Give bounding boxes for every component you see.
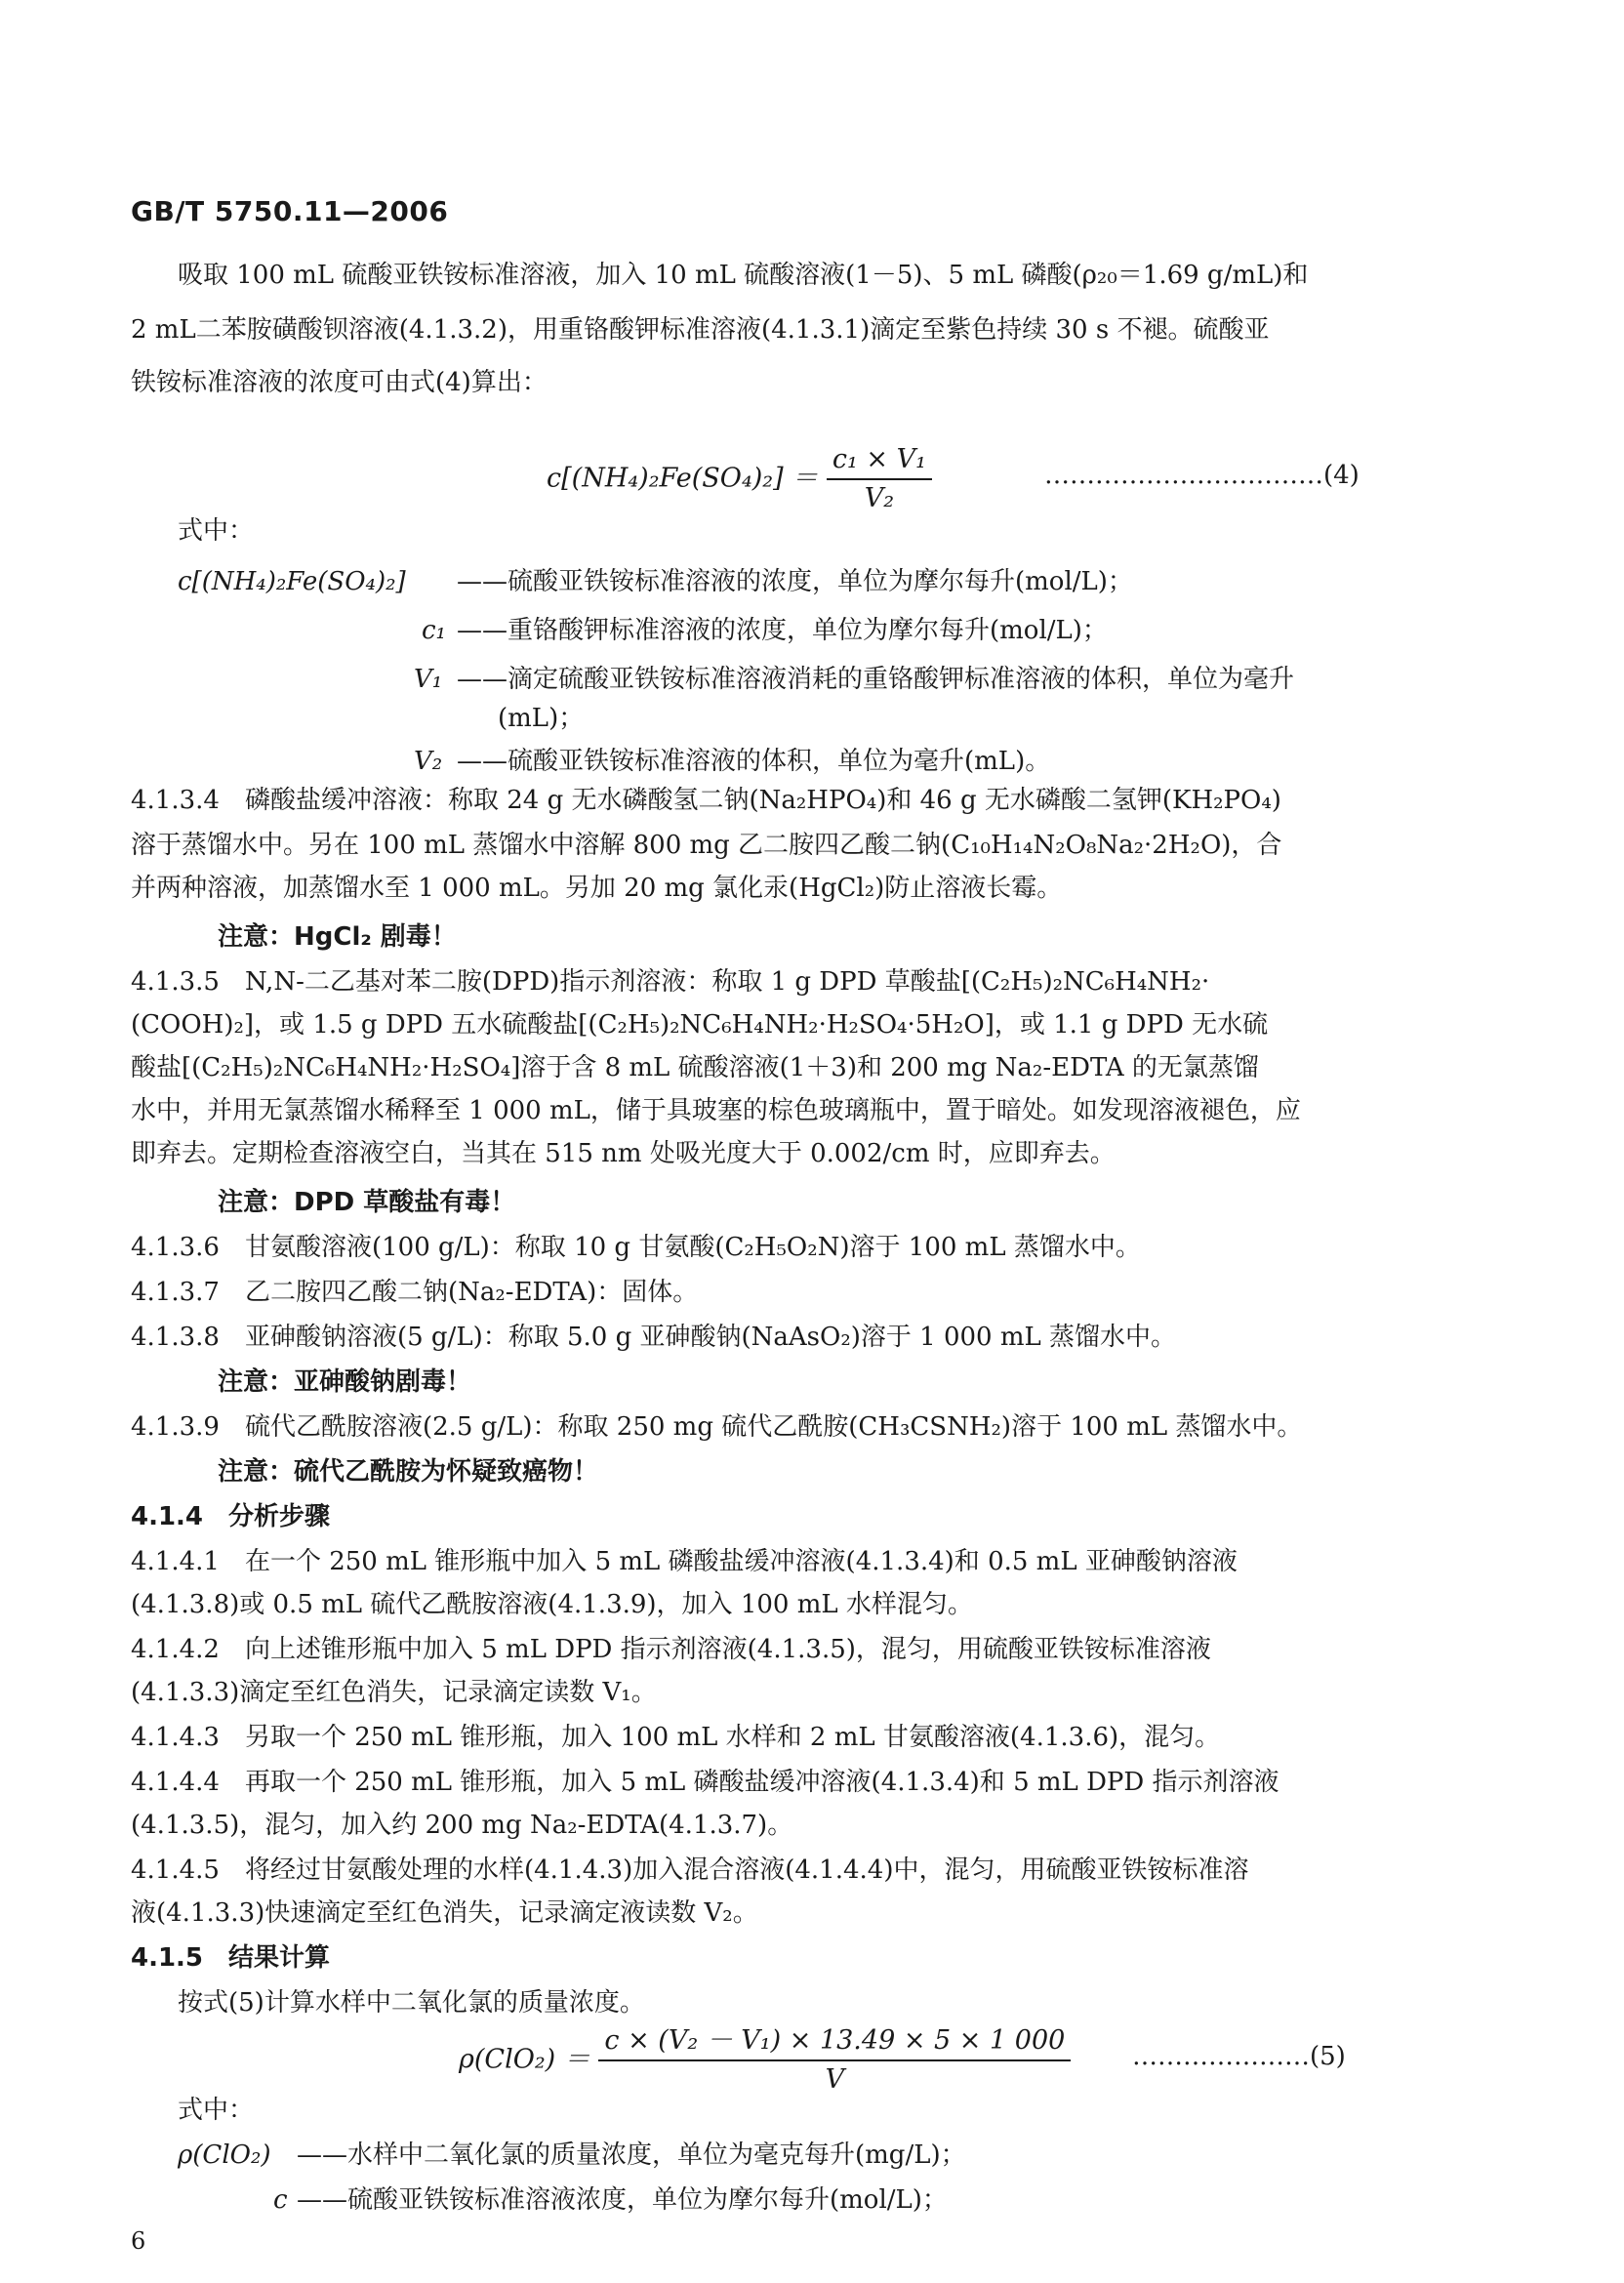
equation-number: ……………………………(4) [1044,461,1360,490]
clause-4-1-3-5: 4.1.3.5 N,N-二乙基对苯二胺(DPD)指示剂溶液：称取 1 g DPD 草酸盐[(C₂H₅)₂NC₆H₄NH₂· [131,967,1210,997]
formula-5 [459,2022,1071,2099]
def-desc: ——滴定硫酸亚铁铵标准溶液消耗的重铬酸钾标准溶液的体积，单位为毫升 [457,665,1295,694]
warning-note: 注意：硫代乙酰胺为怀疑致癌物！ [218,1457,599,1487]
def-term: c₁ [422,616,446,645]
formula-fraction [827,441,932,517]
section-heading-4-1-5: 4.1.5 结果计算 [131,1943,331,1973]
clause-4-1-3-6: 4.1.3.6 甘氨酸溶液(100 g/L)：称取 10 g 甘氨酸(C₂H₅O₂N)溶于 100 mL 蒸馏水中。 [131,1233,1141,1262]
clause-line: (COOH)₂]，或 1.5 g DPD 五水硫酸盐[(C₂H₅)₂NC₆H₄NH₂·H₂SO₄·5H₂O]，或 1.1 g DPD 无水硫 [131,1010,1269,1040]
formula-lhs: c[(NH₄)₂Fe(SO₄)₂] ＝ [547,463,819,494]
clause-line: 即弃去。定期检查溶液空白，当其在 515 nm 处吸光度大于 0.002/cm 时，应即弃去。 [131,1139,1116,1168]
formula-denominator: V [825,2064,845,2095]
clause-line: 溶于蒸馏水中。另在 100 mL 蒸馏水中溶解 800 mg 乙二胺四乙酸二钠(C₁₀H₁₄N₂O₈Na₂·2H₂O)，合 [131,831,1282,860]
equation-number: …………………(5) [1132,2042,1346,2071]
paragraph-line: 铁铵标准溶液的浓度可由式(4)算出： [131,368,548,397]
paragraph-line: 按式(5)计算水样中二氧化氯的质量浓度。 [178,1988,645,2018]
formula-4 [547,441,932,517]
clause-4-1-3-7: 4.1.3.7 乙二胺四乙酸二钠(Na₂-EDTA)：固体。 [131,1278,699,1307]
standard-number: GB/T 5750.11—2006 [131,195,449,227]
paragraph-line: 吸取 100 mL 硫酸亚铁铵标准溶液，加入 10 mL 硫酸溶液(1－5)、5 mL 磷酸(ρ₂₀＝1.69 g/mL)和 [178,261,1309,290]
def-desc: ——重铬酸钾标准溶液的浓度，单位为摩尔每升(mol/L)； [457,616,1108,645]
def-term: V₂ [414,747,443,776]
warning-note: 注意：亚砷酸钠剧毒！ [218,1367,472,1397]
def-desc: ——硫酸亚铁铵标准溶液的浓度，单位为摩尔每升(mol/L)； [457,567,1133,596]
clause-line: 并两种溶液，加蒸馏水至 1 000 mL。另加 20 mg 氯化汞(HgCl₂)防止溶液长霉。 [131,874,1063,903]
clause-4-1-4-5: 4.1.4.5 将经过甘氨酸处理的水样(4.1.4.3)加入混合溶液(4.1.4.4)中，混匀，用硫酸亚铁铵标准溶 [131,1855,1249,1885]
clause-line: 水中，并用无氯蒸馏水稀释至 1 000 mL，储于具玻塞的棕色玻璃瓶中，置于暗处。如发现溶液褪色，应 [131,1096,1301,1125]
formula-numerator: c × (V₂ － V₁) × 13.49 × 5 × 1 000 [598,2022,1071,2061]
clause-line: 液(4.1.3.3)快速滴定至红色消失，记录滴定液读数 V₂。 [131,1898,758,1928]
page-number: 6 [131,2227,146,2255]
def-term: ρ(ClO₂) [178,2140,271,2170]
formula-denominator: V₂ [864,483,895,513]
where-label: 式中： [178,516,255,546]
def-term: V₁ [414,665,443,694]
def-desc: ——硫酸亚铁铵标准溶液浓度，单位为摩尔每升(mol/L)； [297,2185,948,2215]
clause-line: 酸盐[(C₂H₅)₂NC₆H₄NH₂·H₂SO₄]溶于含 8 mL 硫酸溶液(1＋3)和 200 mg Na₂-EDTA 的无氯蒸馏 [131,1053,1259,1082]
clause-line: (4.1.3.8)或 0.5 mL 硫代乙酰胺溶液(4.1.3.9)，加入 100 mL 水样混匀。 [131,1590,973,1619]
paragraph-line: 2 mL二苯胺磺酸钡溶液(4.1.3.2)，用重铬酸钾标准溶液(4.1.3.1)滴定至紫色持续 30 s 不褪。硫酸亚 [131,315,1270,345]
section-heading-4-1-4: 4.1.4 分析步骤 [131,1502,331,1531]
where-label: 式中： [178,2096,255,2125]
def-term: c[(NH₄)₂Fe(SO₄)₂] [178,567,406,596]
clause-line: (4.1.3.5)，混匀，加入约 200 mg Na₂-EDTA(4.1.3.7)。 [131,1811,793,1840]
clause-line: (4.1.3.3)滴定至红色消失，记录滴定读数 V₁。 [131,1678,657,1707]
clause-4-1-4-4: 4.1.4.4 再取一个 250 mL 锥形瓶，加入 5 mL 磷酸盐缓冲溶液(4.1.3.4)和 5 mL DPD 指示剂溶液 [131,1768,1279,1797]
def-desc-continued: (mL)； [498,704,585,733]
formula-numerator: c₁ × V₁ [827,441,932,480]
def-term: c [273,2185,288,2215]
clause-4-1-3-4: 4.1.3.4 磷酸盐缓冲溶液：称取 24 g 无水磷酸氢二钠(Na₂HPO₄)和 46 g 无水磷酸二氢钾(KH₂PO₄) [131,786,1281,815]
warning-note: 注意：DPD 草酸盐有毒！ [218,1188,516,1217]
def-desc: ——硫酸亚铁铵标准溶液的体积，单位为毫升(mL)。 [457,747,1051,776]
clause-4-1-3-8: 4.1.3.8 亚砷酸钠溶液(5 g/L)：称取 5.0 g 亚砷酸钠(NaAsO₂)溶于 1 000 mL 蒸馏水中。 [131,1323,1177,1352]
formula-lhs: ρ(ClO₂) ＝ [459,2044,590,2075]
warning-note: 注意：HgCl₂ 剧毒！ [218,922,457,952]
clause-4-1-3-9: 4.1.3.9 硫代乙酰胺溶液(2.5 g/L)：称取 250 mg 硫代乙酰胺(CH₃CSNH₂)溶于 100 mL 蒸馏水中。 [131,1412,1303,1442]
clause-4-1-4-2: 4.1.4.2 向上述锥形瓶中加入 5 mL DPD 指示剂溶液(4.1.3.5)，混匀，用硫酸亚铁铵标准溶液 [131,1635,1211,1664]
clause-4-1-4-1: 4.1.4.1 在一个 250 mL 锥形瓶中加入 5 mL 磷酸盐缓冲溶液(4.1.3.4)和 0.5 mL 亚砷酸钠溶液 [131,1547,1238,1576]
def-desc: ——水样中二氧化氯的质量浓度，单位为毫克每升(mg/L)； [297,2140,966,2170]
formula-fraction [598,2022,1071,2099]
clause-4-1-4-3: 4.1.4.3 另取一个 250 mL 锥形瓶，加入 100 mL 水样和 2 mL 甘氨酸溶液(4.1.3.6)，混匀。 [131,1723,1221,1752]
